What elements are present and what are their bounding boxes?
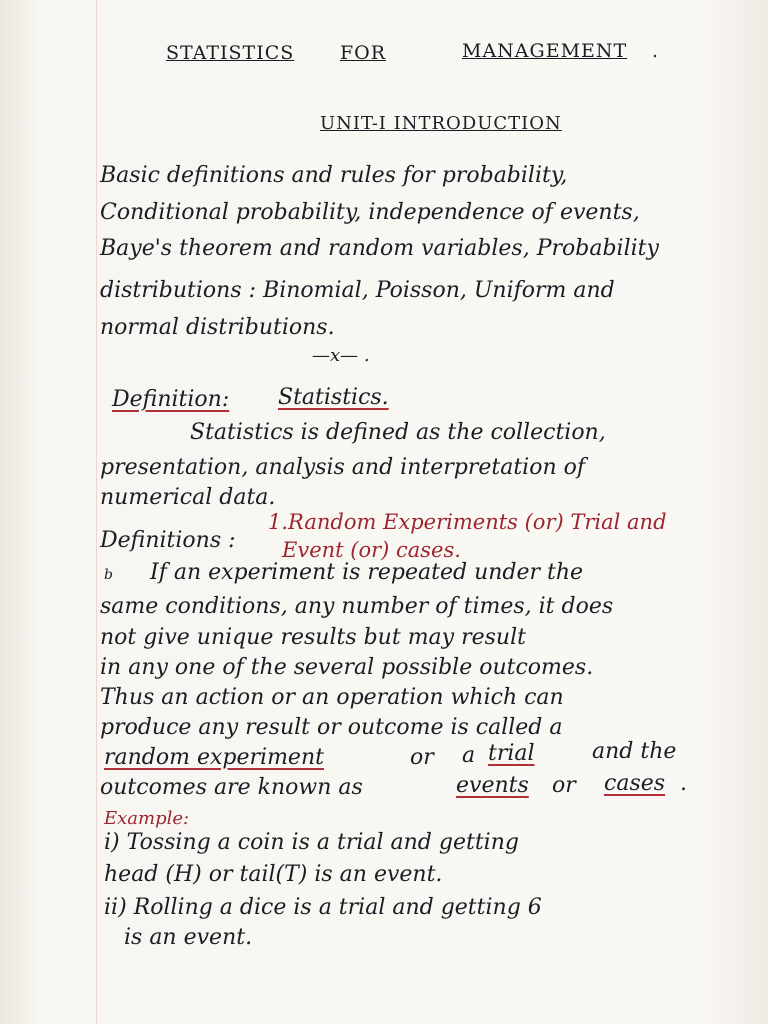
title-word-management: MANAGEMENT bbox=[462, 40, 628, 62]
syllabus-line-3: Baye's theorem and random variables, Probability bbox=[100, 236, 659, 261]
syllabus-line-4: distributions : Binomial, Poisson, Uniform and bbox=[100, 278, 615, 303]
title-period: . bbox=[652, 40, 660, 62]
definitions-heading-line-2: Event (or) cases. bbox=[282, 538, 461, 562]
cases-dot: . bbox=[680, 771, 687, 796]
margin-mark: b bbox=[104, 567, 113, 583]
cases-term: cases bbox=[604, 771, 666, 796]
para-line-5: Thus an action or an operation which can bbox=[100, 685, 564, 710]
definition-term: Statistics. bbox=[278, 385, 389, 410]
outcomes-phrase: outcomes are known as bbox=[100, 775, 363, 800]
trial-term: trial bbox=[488, 741, 535, 766]
example-line-4: is an event. bbox=[124, 925, 253, 950]
example-line-2: head (H) or tail(T) is an event. bbox=[104, 862, 443, 887]
definition-line-3: numerical data. bbox=[100, 485, 276, 510]
example-line-3: ii) Rolling a dice is a trial and getting 6 bbox=[104, 895, 542, 920]
para-line-6: produce any result or outcome is called a bbox=[100, 715, 563, 740]
syllabus-line-1: Basic definitions and rules for probability, bbox=[100, 163, 568, 188]
definitions-heading-line-1: 1.Random Experiments (or) Trial and bbox=[268, 510, 667, 534]
example-label: Example: bbox=[104, 808, 190, 829]
para-line-2: same conditions, any number of times, it does bbox=[100, 594, 614, 619]
title-word-statistics: STATISTICS bbox=[166, 42, 295, 64]
unit-heading: UNIT-I INTRODUCTION bbox=[320, 113, 562, 134]
syllabus-line-2: Conditional probability, independence of events, bbox=[100, 200, 640, 225]
a-word: a bbox=[462, 743, 476, 768]
example-line-1: i) Tossing a coin is a trial and getting bbox=[104, 830, 519, 855]
para-line-4: in any one of the several possible outcomes. bbox=[100, 655, 594, 680]
margin-line bbox=[96, 0, 97, 1024]
para-line-3: not give unique results but may result bbox=[100, 625, 526, 650]
section-divider: —x— . bbox=[312, 345, 370, 366]
definition-line-2: presentation, analysis and interpretation of bbox=[100, 455, 585, 480]
and-the-words: and the bbox=[592, 739, 677, 764]
or-word-1: or bbox=[410, 745, 434, 770]
para-line-1: If an experiment is repeated under the bbox=[150, 560, 584, 585]
definition-label: Definition: bbox=[112, 387, 230, 412]
title-word-for: FOR bbox=[340, 42, 387, 64]
definition-line-1: Statistics is defined as the collection, bbox=[190, 420, 606, 445]
random-experiment-term: random experiment bbox=[104, 745, 324, 770]
syllabus-line-5: normal distributions. bbox=[100, 315, 335, 340]
definitions-label: Definitions : bbox=[100, 528, 236, 553]
events-term: events bbox=[456, 773, 529, 798]
or-word-2: or bbox=[552, 773, 576, 798]
